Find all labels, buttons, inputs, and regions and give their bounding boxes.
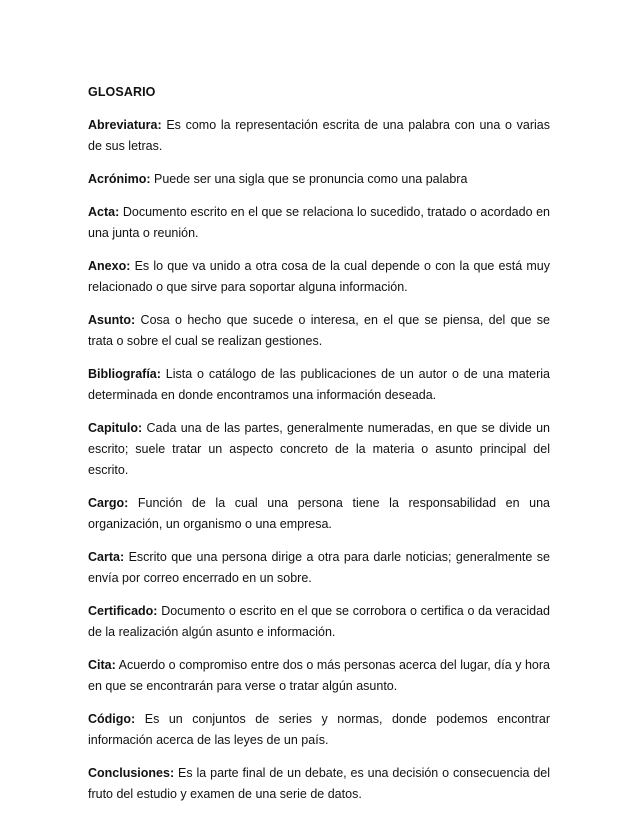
entry-term: Cita: bbox=[88, 658, 116, 672]
glossary-entry bbox=[88, 418, 550, 481]
entry-term: Certificado: bbox=[88, 604, 158, 618]
glossary-entry bbox=[88, 364, 550, 406]
entry-term: Conclusiones: bbox=[88, 766, 175, 780]
glossary-entry bbox=[88, 601, 550, 643]
entry-definition: Puede ser una sigla que se pronuncia como una palabra bbox=[153, 172, 468, 186]
entry-definition: Es lo que va unido a otra cosa de la cual depende o con la que está muy relacionado o que sirve para soportar alguna información. bbox=[88, 259, 550, 294]
glossary-entry bbox=[88, 256, 550, 298]
entry-term: Código: bbox=[88, 712, 136, 726]
glossary-entry bbox=[88, 202, 550, 244]
entry-definition: Es un conjuntos de series y normas, donde podemos encontrar información acerca de las leyes de un país. bbox=[88, 712, 550, 747]
glossary-entry bbox=[88, 655, 550, 697]
entry-definition: Lista o catálogo de las publicaciones de un autor o de una materia determinada en donde encontramos una información deseada. bbox=[88, 367, 550, 402]
entry-definition: Acuerdo o compromiso entre dos o más personas acerca del lugar, día y hora en que se encontrarán para verse o tratar algún asunto. bbox=[88, 658, 550, 693]
entry-definition: Cosa o hecho que sucede o interesa, en el que se piensa, del que se trata o sobre el cual se realizan gestiones. bbox=[88, 313, 550, 348]
entry-term: Carta: bbox=[88, 550, 125, 564]
entry-term: Bibliografía: bbox=[88, 367, 161, 381]
entry-definition: Cada una de las partes, generalmente numeradas, en que se divide un escrito; suele tratar un aspecto concreto de la materia o asunto principal del escrito. bbox=[88, 421, 550, 477]
glossary-content bbox=[88, 84, 550, 817]
entry-term: Anexo: bbox=[88, 259, 131, 273]
glossary-entry bbox=[88, 709, 550, 751]
glossary-entry bbox=[88, 169, 550, 190]
entry-definition: Función de la cual una persona tiene la responsabilidad en una organización, un organismo o una empresa. bbox=[88, 496, 550, 531]
entry-definition: Es como la representación escrita de una palabra con una o varias de sus letras. bbox=[88, 118, 550, 153]
entry-term: Capitulo: bbox=[88, 421, 143, 435]
entry-definition: Documento o escrito en el que se corrobora o certifica o da veracidad de la realización algún asunto e información. bbox=[88, 604, 550, 639]
entry-term: Acta: bbox=[88, 205, 120, 219]
entry-term: Asunto: bbox=[88, 313, 136, 327]
entry-term: Acrónimo: bbox=[88, 172, 151, 186]
glossary-entry bbox=[88, 310, 550, 352]
glossary-entry bbox=[88, 493, 550, 535]
entry-term: Abreviatura: bbox=[88, 118, 162, 132]
entry-definition: Es la parte final de un debate, es una decisión o consecuencia del fruto del estudio y examen de una serie de datos. bbox=[88, 766, 550, 801]
entry-definition: Documento escrito en el que se relaciona lo sucedido, tratado o acordado en una junta o reunión. bbox=[88, 205, 550, 240]
entry-definition: Escrito que una persona dirige a otra para darle noticias; generalmente se envía por correo encerrado en un sobre. bbox=[88, 550, 550, 585]
glossary-entry bbox=[88, 763, 550, 805]
glossary-title: GLOSARIO bbox=[88, 85, 156, 99]
glossary-entry bbox=[88, 547, 550, 589]
glossary-entry bbox=[88, 115, 550, 157]
entry-term: Cargo: bbox=[88, 496, 129, 510]
